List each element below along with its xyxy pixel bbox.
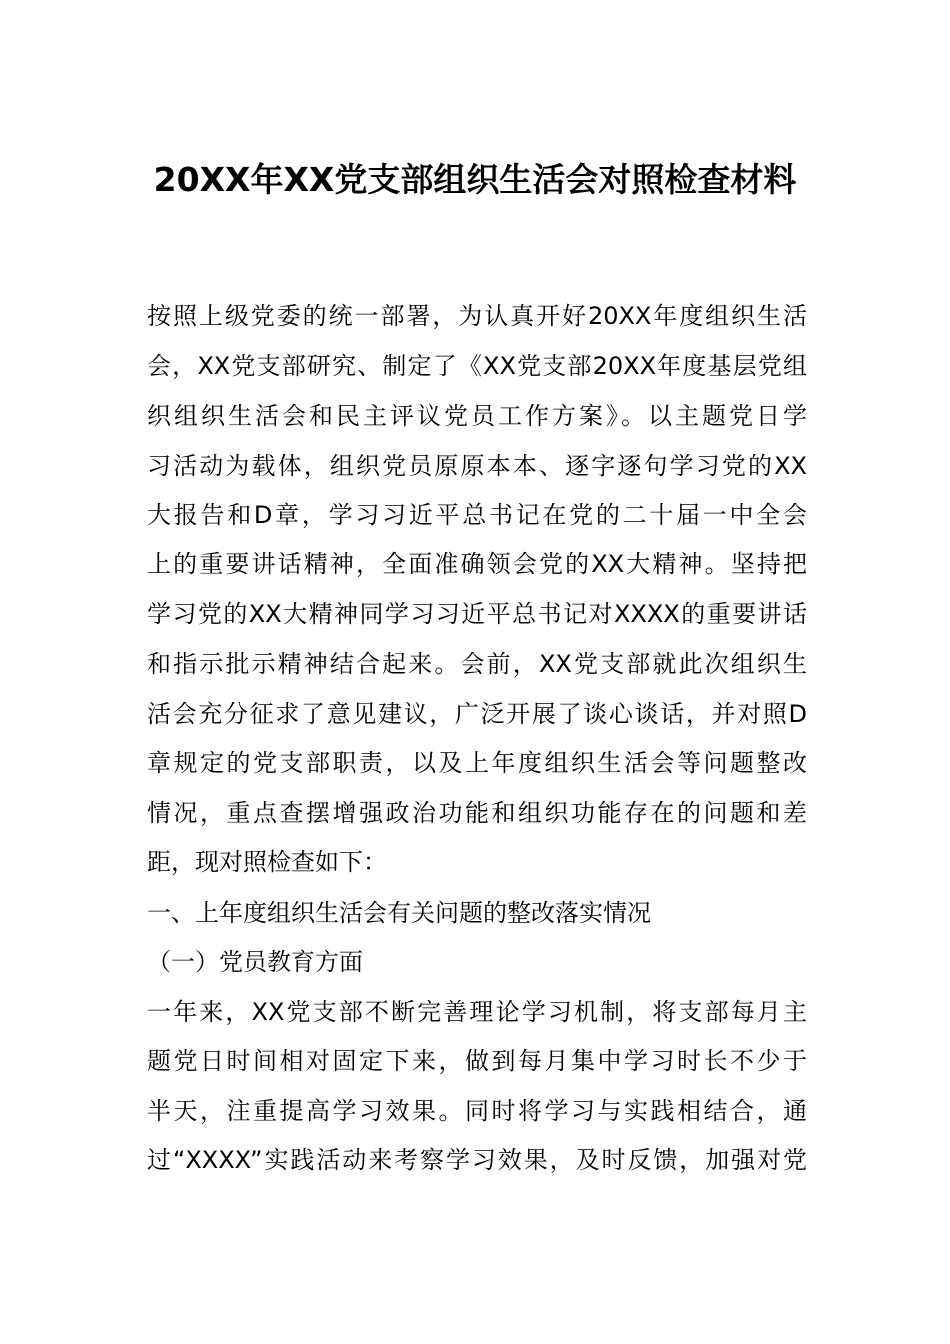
body-line: 和指示批示精神结合起来。会前，XX党支部就此次组织生 xyxy=(147,650,807,678)
body-line: 按照上级党委的统一部署，为认真开好20XX年度组织生活 xyxy=(147,302,807,330)
body-line: 织组织生活会和民主评议党员工作方案》。以主题党日学 xyxy=(147,402,807,430)
body-line: 章规定的党支部职责，以及上年度组织生活会等问题整改 xyxy=(147,749,807,777)
body-line: 半天，注重提高学习效果。同时将学习与实践相结合，通 xyxy=(147,1097,807,1125)
body-line: 距，现对照检查如下： xyxy=(147,848,387,876)
body-line: 一年来，XX党支部不断完善理论学习机制，将支部每月主 xyxy=(147,998,807,1026)
body-line: 会，XX党支部研究、制定了《XX党支部20XX年度基层党组 xyxy=(147,352,807,380)
body-line: 大报告和D章，学习习近平总书记在党的二十届一中全会 xyxy=(147,501,807,529)
body-line: 学习党的XX大精神同学习习近平总书记对XXXX的重要讲话 xyxy=(147,600,807,628)
body-line: 题党日时间相对固定下来，做到每月集中学习时长不少于 xyxy=(147,1047,807,1075)
body-line: 活会充分征求了意见建议，广泛开展了谈心谈话，并对照D xyxy=(147,700,807,728)
subsection-heading: （一）党员教育方面 xyxy=(147,948,363,976)
body-line: 情况，重点查摆增强政治功能和组织功能存在的问题和差 xyxy=(147,799,807,827)
body-line: 习活动为载体，组织党员原原本本、逐字逐句学习党的XX xyxy=(147,452,807,480)
document-title: 20XX年XX党支部组织生活会对照检查材料 xyxy=(153,160,797,199)
body-line: 过“XXXX”实践活动来考察学习效果，及时反馈，加强对党 xyxy=(147,1146,807,1174)
section-heading: 一、上年度组织生活会有关问题的整改落实情况 xyxy=(147,899,651,927)
body-line: 上的重要讲话精神，全面准确领会党的XX大精神。坚持把 xyxy=(147,550,807,578)
